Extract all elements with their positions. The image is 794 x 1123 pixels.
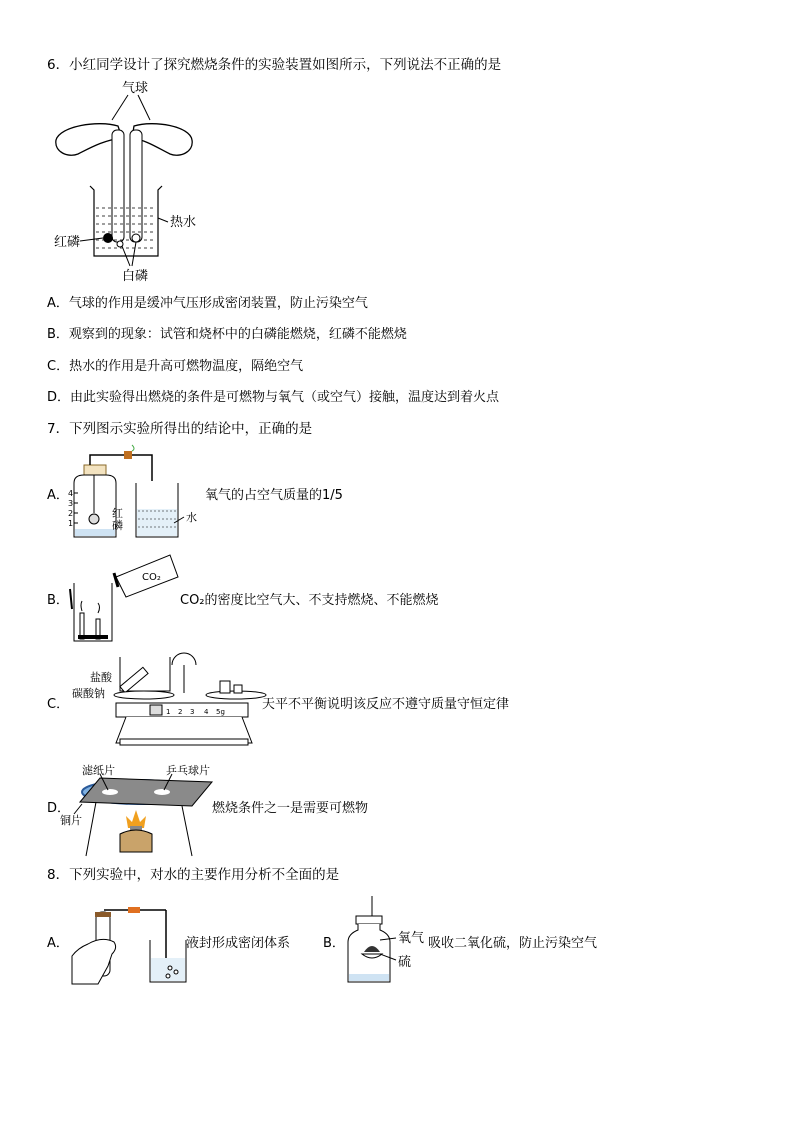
svg-text:硫: 硫: [398, 955, 412, 970]
q7c-figure: [66, 655, 266, 755]
label-white-phosphorus: 白磷: [122, 269, 149, 284]
q7a-figure: [66, 445, 216, 545]
svg-text:红: 红: [112, 507, 123, 520]
svg-text:盐酸: 盐酸: [90, 671, 112, 684]
svg-text:4: 4: [204, 708, 209, 716]
q6-option-a: A．气球的作用是缓冲气压形成密闭装置，防止污染空气: [47, 296, 368, 311]
label-red-phosphorus: 红磷: [54, 235, 81, 250]
svg-text:1: 1: [166, 708, 171, 716]
svg-text:4: 4: [68, 489, 74, 498]
svg-text:水: 水: [186, 511, 197, 524]
red-phosphorus: [103, 233, 113, 243]
q8-option-a-letter: A．: [47, 936, 69, 951]
q8a-figure: [68, 896, 198, 986]
svg-text:磷: 磷: [112, 519, 123, 532]
q6-figure: [50, 78, 250, 284]
svg-text:铜片: 铜片: [60, 814, 82, 827]
svg-text:1: 1: [68, 519, 74, 528]
q6-stem: 6．小红同学设计了探究燃烧条件的实验装置如图所示，下列说法不正确的是: [47, 57, 502, 73]
q7d-figure: [60, 762, 220, 862]
q7-option-a-text: 氧气的占空气质量的1/5: [205, 488, 343, 503]
q7-option-b-text: CO₂的密度比空气大、不支持燃烧、不能燃烧: [180, 593, 439, 608]
svg-text:3: 3: [68, 499, 74, 508]
q7-option-b-letter: B．: [47, 593, 69, 608]
q8-stem: 8．下列实验中，对水的主要作用分析不全面的是: [47, 867, 340, 883]
svg-text:3: 3: [190, 708, 195, 716]
svg-text:CO₂: CO₂: [142, 572, 161, 583]
label-hot-water: 热水: [170, 215, 197, 230]
q6-option-b: B．观察到的现象：试管和烧杯中的白磷能燃烧，红磷不能燃烧: [47, 327, 407, 342]
test-tube-right: [130, 130, 142, 242]
svg-text:2: 2: [68, 509, 74, 518]
q7-option-c-text: 天平不平衡说明该反应不遵守质量守恒定律: [262, 697, 510, 712]
svg-text:碳酸钠: 碳酸钠: [72, 687, 105, 700]
q7-option-c-letter: C．: [47, 697, 70, 712]
q8-option-a-text: 液封形成密闭体系: [186, 936, 291, 951]
beaker: [90, 186, 162, 256]
svg-text:5g: 5g: [216, 708, 225, 716]
svg-text:氧气: 氧气: [398, 931, 425, 946]
q7-option-d-text: 燃烧条件之一是需要可燃物: [212, 801, 369, 816]
q7-option-d-letter: D．: [47, 801, 71, 816]
q8-option-b-letter: B．: [323, 936, 345, 951]
test-tube-left: [112, 130, 124, 242]
q8-option-b-text: 吸收二氧化硫，防止污染空气: [428, 936, 598, 951]
q7-option-a-letter: A．: [47, 488, 69, 503]
label-balloon: 气球: [122, 81, 149, 96]
q6-option-c: C．热水的作用是升高可燃物温度，隔绝空气: [47, 359, 304, 374]
svg-text:乒乓球片: 乒乓球片: [166, 764, 210, 777]
q7-stem: 7．下列图示实验所得出的结论中，正确的是: [47, 421, 313, 437]
svg-text:2: 2: [178, 708, 183, 716]
q7b-figure: [66, 553, 186, 643]
q6-option-d: D．由此实验得出燃烧的条件是可燃物与氧气（或空气）接触，温度达到着火点: [47, 390, 500, 405]
svg-text:滤纸片: 滤纸片: [82, 764, 115, 777]
